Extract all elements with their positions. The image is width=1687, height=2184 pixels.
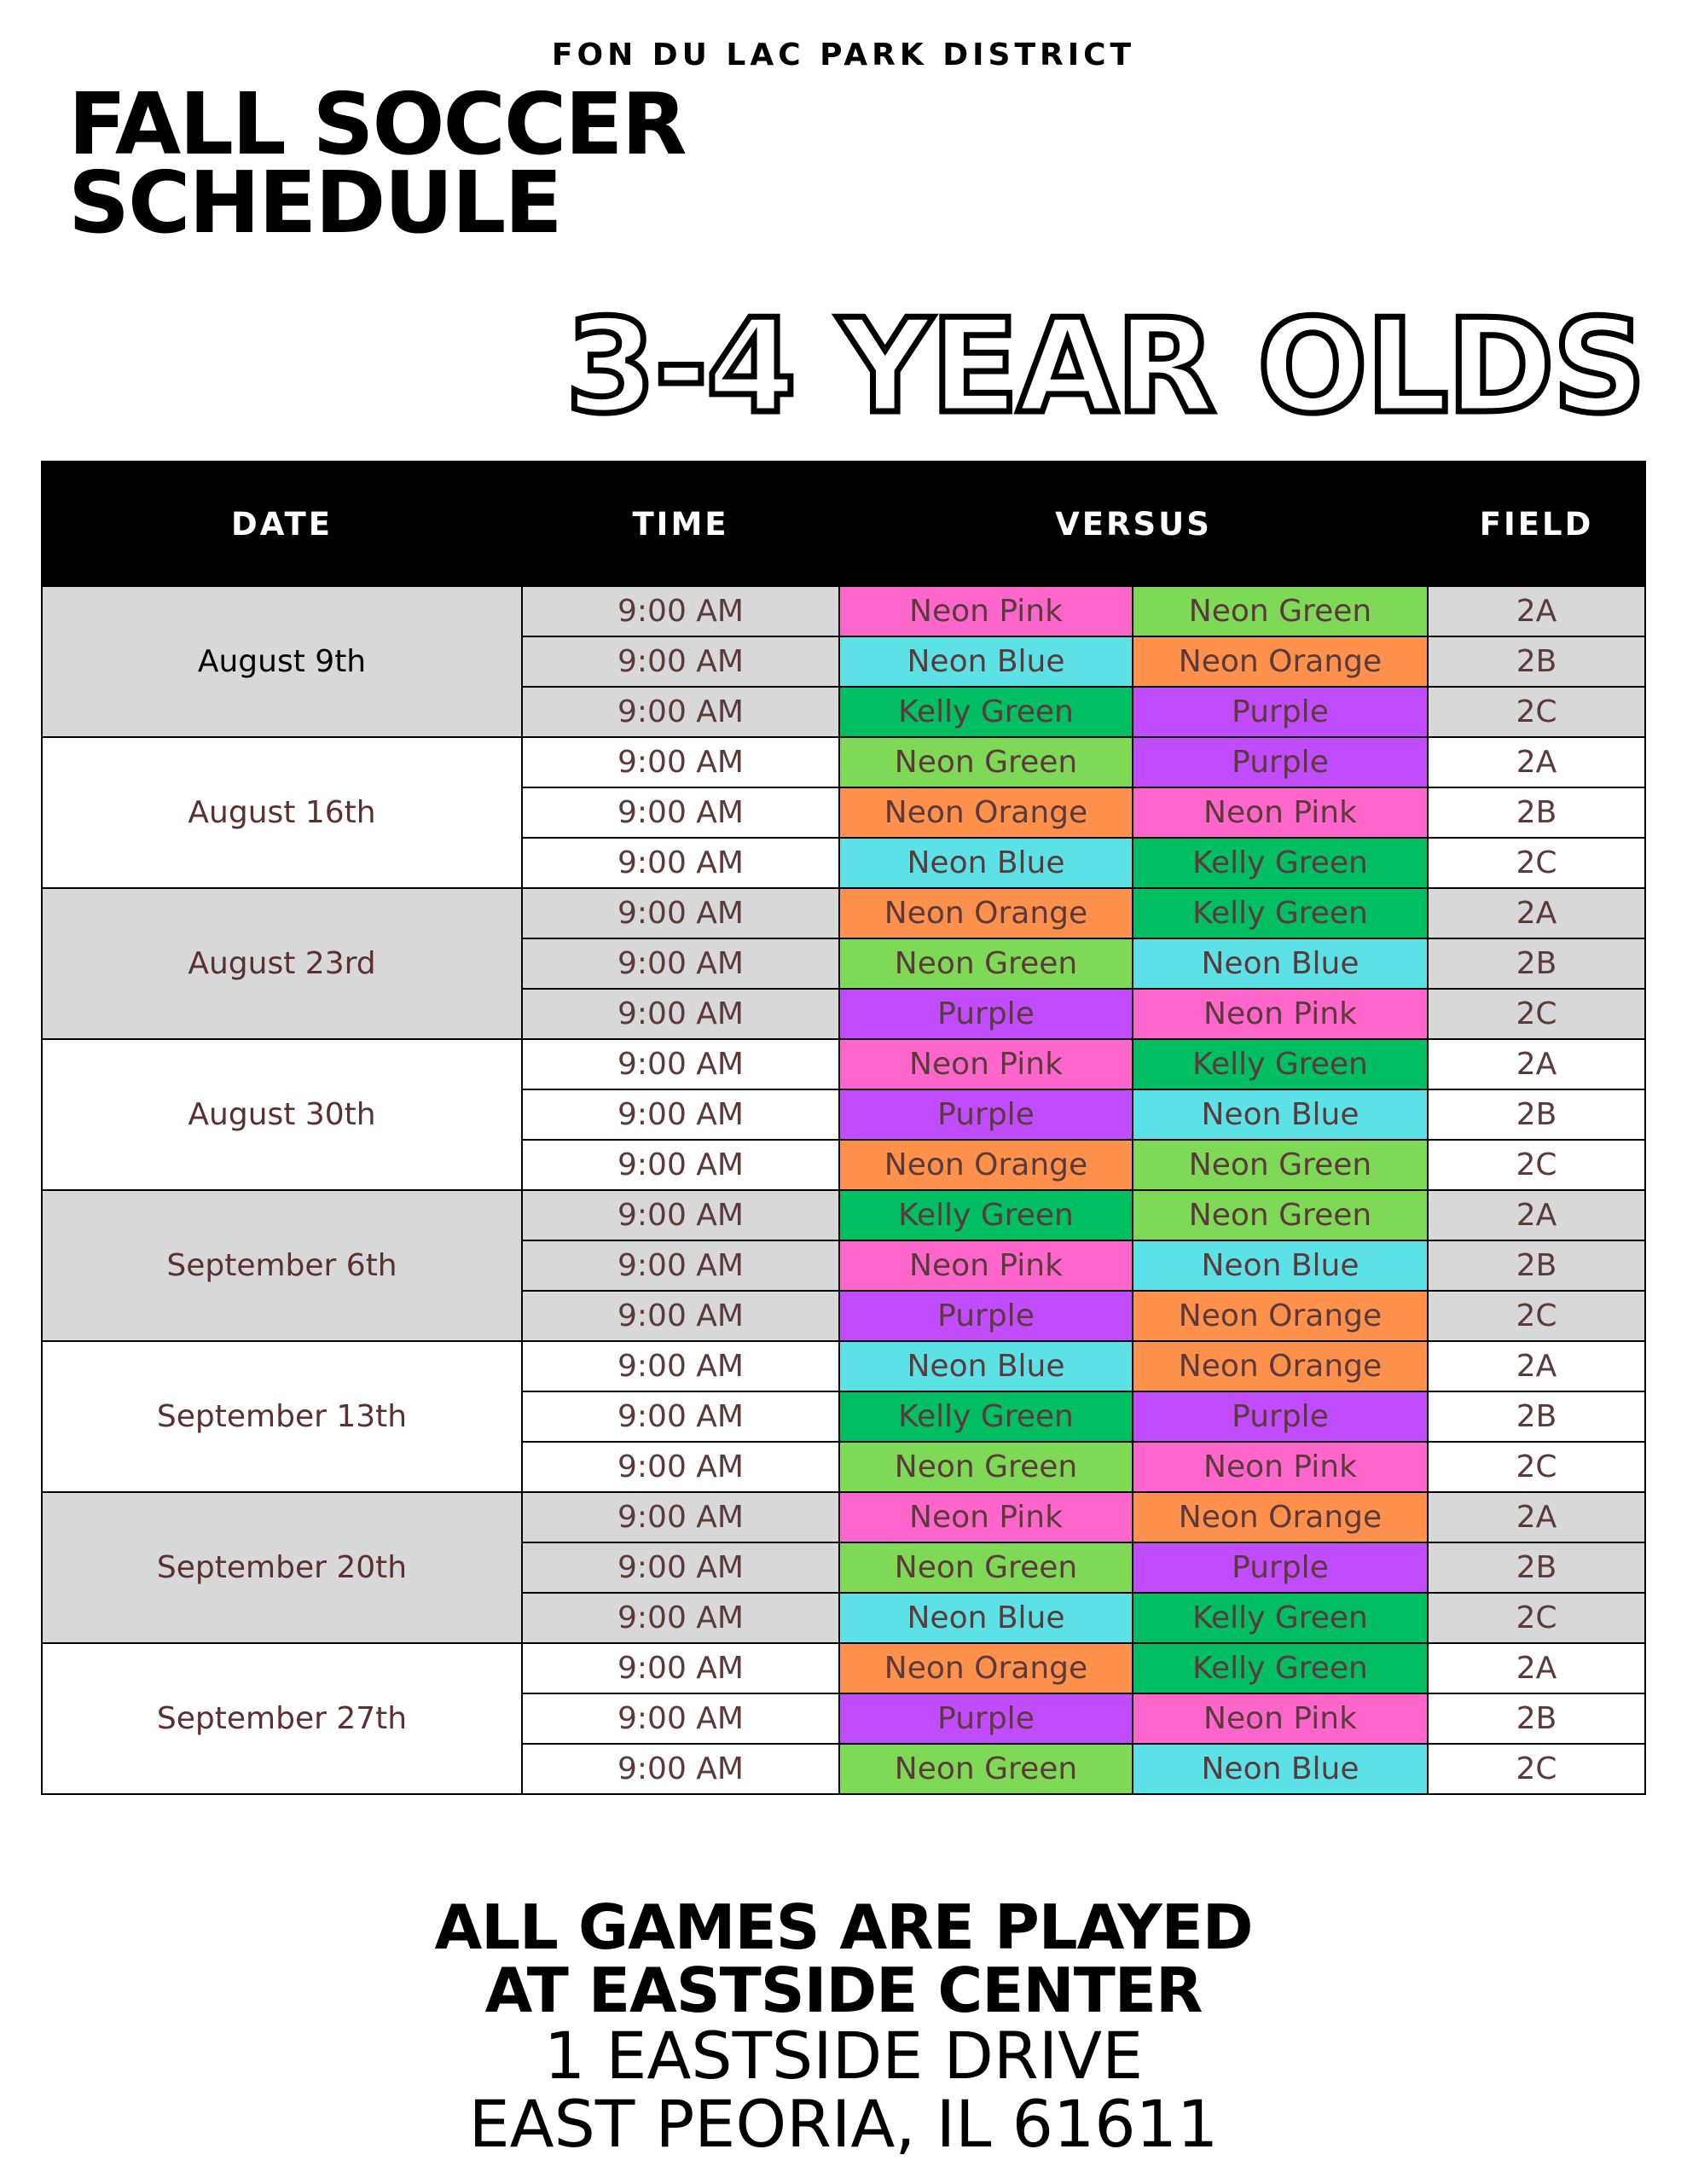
away-team-cell: Neon Orange xyxy=(1133,636,1428,687)
away-team-cell: Neon Green xyxy=(1133,586,1428,636)
home-team-cell: Kelly Green xyxy=(839,1190,1133,1240)
field-cell: 2C xyxy=(1428,989,1645,1039)
table-row xyxy=(42,888,1645,938)
date-cell: August 9th xyxy=(42,586,522,737)
home-team-cell: Neon Orange xyxy=(839,888,1133,938)
away-team-cell: Purple xyxy=(1133,1542,1428,1593)
time-cell: 9:00 AM xyxy=(522,938,839,989)
date-cell: August 23rd xyxy=(42,888,522,1039)
time-cell: 9:00 AM xyxy=(522,636,839,687)
footer-line-2: AT EASTSIDE CENTER xyxy=(484,1955,1203,2026)
date-cell: September 13th xyxy=(42,1341,522,1492)
schedule-body xyxy=(42,586,1645,1794)
away-team-cell: Neon Orange xyxy=(1133,1492,1428,1542)
field-cell: 2C xyxy=(1428,1442,1645,1492)
time-cell: 9:00 AM xyxy=(522,1643,839,1693)
away-team-cell: Kelly Green xyxy=(1133,838,1428,888)
away-team-cell: Neon Blue xyxy=(1133,938,1428,989)
date-cell: August 16th xyxy=(42,737,522,888)
away-team-cell: Purple xyxy=(1133,687,1428,737)
away-team-cell: Neon Orange xyxy=(1133,1341,1428,1391)
field-cell: 2B xyxy=(1428,1089,1645,1140)
away-team-cell: Neon Green xyxy=(1133,1140,1428,1190)
table-row xyxy=(42,1039,1645,1089)
time-cell: 9:00 AM xyxy=(522,1442,839,1492)
away-team-cell: Neon Orange xyxy=(1133,1291,1428,1341)
home-team-cell: Neon Blue xyxy=(839,636,1133,687)
time-cell: 9:00 AM xyxy=(522,1391,839,1442)
field-cell: 2C xyxy=(1428,1744,1645,1794)
date-cell: September 6th xyxy=(42,1190,522,1341)
age-group-heading: 3-4 YEAR OLDS xyxy=(565,291,1644,442)
away-team-cell: Neon Green xyxy=(1133,1190,1428,1240)
field-cell: 2C xyxy=(1428,1593,1645,1643)
home-team-cell: Neon Green xyxy=(839,737,1133,787)
home-team-cell: Neon Orange xyxy=(839,787,1133,838)
home-team-cell: Kelly Green xyxy=(839,687,1133,737)
footer-line-1: ALL GAMES ARE PLAYED xyxy=(434,1891,1253,1963)
home-team-cell: Neon Blue xyxy=(839,1593,1133,1643)
away-team-cell: Neon Pink xyxy=(1133,1442,1428,1492)
table-row xyxy=(42,1190,1645,1240)
time-cell: 9:00 AM xyxy=(522,1693,839,1744)
away-team-cell: Purple xyxy=(1133,737,1428,787)
date-cell: August 30th xyxy=(42,1039,522,1190)
away-team-cell: Neon Blue xyxy=(1133,1089,1428,1140)
home-team-cell: Neon Pink xyxy=(839,586,1133,636)
date-cell: September 27th xyxy=(42,1643,522,1794)
field-cell: 2B xyxy=(1428,1391,1645,1442)
time-cell: 9:00 AM xyxy=(522,787,839,838)
home-team-cell: Purple xyxy=(839,989,1133,1039)
table-row xyxy=(42,1341,1645,1391)
away-team-cell: Neon Pink xyxy=(1133,1693,1428,1744)
field-cell: 2A xyxy=(1428,737,1645,787)
home-team-cell: Neon Blue xyxy=(839,838,1133,888)
away-team-cell: Kelly Green xyxy=(1133,1593,1428,1643)
field-cell: 2A xyxy=(1428,1492,1645,1542)
field-cell: 2A xyxy=(1428,586,1645,636)
time-cell: 9:00 AM xyxy=(522,687,839,737)
home-team-cell: Neon Pink xyxy=(839,1039,1133,1089)
home-team-cell: Neon Orange xyxy=(839,1140,1133,1190)
home-team-cell: Purple xyxy=(839,1089,1133,1140)
column-header-time: TIME xyxy=(522,462,839,586)
field-cell: 2B xyxy=(1428,787,1645,838)
home-team-cell: Purple xyxy=(839,1693,1133,1744)
field-cell: 2A xyxy=(1428,1643,1645,1693)
home-team-cell: Neon Green xyxy=(839,1442,1133,1492)
column-header-versus: VERSUS xyxy=(839,462,1428,586)
schedule-table xyxy=(41,461,1646,1795)
time-cell: 9:00 AM xyxy=(522,1039,839,1089)
home-team-cell: Purple xyxy=(839,1291,1133,1341)
address-line-2: EAST PEORIA, IL 61611 xyxy=(468,2086,1219,2162)
home-team-cell: Neon Green xyxy=(839,938,1133,989)
home-team-cell: Neon Green xyxy=(839,1744,1133,1794)
footer xyxy=(0,1891,1687,2162)
field-cell: 2A xyxy=(1428,1190,1645,1240)
home-team-cell: Neon Green xyxy=(839,1542,1133,1593)
time-cell: 9:00 AM xyxy=(522,737,839,787)
table-row xyxy=(42,737,1645,787)
column-header-field: FIELD xyxy=(1428,462,1645,586)
away-team-cell: Neon Blue xyxy=(1133,1240,1428,1291)
field-cell: 2C xyxy=(1428,838,1645,888)
time-cell: 9:00 AM xyxy=(522,1291,839,1341)
time-cell: 9:00 AM xyxy=(522,1240,839,1291)
time-cell: 9:00 AM xyxy=(522,888,839,938)
time-cell: 9:00 AM xyxy=(522,989,839,1039)
page-title xyxy=(68,74,686,253)
title-line-1: FALL SOCCER xyxy=(68,74,686,174)
table-row xyxy=(42,1492,1645,1542)
address-line-1: 1 EASTSIDE DRIVE xyxy=(543,2018,1144,2094)
field-cell: 2B xyxy=(1428,938,1645,989)
field-cell: 2C xyxy=(1428,1140,1645,1190)
field-cell: 2C xyxy=(1428,1291,1645,1341)
date-cell: September 20th xyxy=(42,1492,522,1643)
field-cell: 2C xyxy=(1428,687,1645,737)
away-team-cell: Purple xyxy=(1133,1391,1428,1442)
time-cell: 9:00 AM xyxy=(522,1744,839,1794)
away-team-cell: Kelly Green xyxy=(1133,1643,1428,1693)
table-row xyxy=(42,586,1645,636)
field-cell: 2A xyxy=(1428,888,1645,938)
time-cell: 9:00 AM xyxy=(522,1140,839,1190)
title-line-2: SCHEDULE xyxy=(68,153,561,253)
home-team-cell: Neon Blue xyxy=(839,1341,1133,1391)
time-cell: 9:00 AM xyxy=(522,1492,839,1542)
time-cell: 9:00 AM xyxy=(522,1542,839,1593)
away-team-cell: Neon Pink xyxy=(1133,989,1428,1039)
home-team-cell: Kelly Green xyxy=(839,1391,1133,1442)
field-cell: 2B xyxy=(1428,636,1645,687)
away-team-cell: Kelly Green xyxy=(1133,1039,1428,1089)
home-team-cell: Neon Pink xyxy=(839,1492,1133,1542)
column-header-date: DATE xyxy=(42,462,522,586)
away-team-cell: Neon Blue xyxy=(1133,1744,1428,1794)
away-team-cell: Neon Pink xyxy=(1133,787,1428,838)
table-header-row xyxy=(42,462,1645,586)
time-cell: 9:00 AM xyxy=(522,586,839,636)
field-cell: 2B xyxy=(1428,1542,1645,1593)
table-row xyxy=(42,1643,1645,1693)
time-cell: 9:00 AM xyxy=(522,838,839,888)
time-cell: 9:00 AM xyxy=(522,1089,839,1140)
away-team-cell: Kelly Green xyxy=(1133,888,1428,938)
time-cell: 9:00 AM xyxy=(522,1190,839,1240)
field-cell: 2B xyxy=(1428,1693,1645,1744)
field-cell: 2A xyxy=(1428,1039,1645,1089)
time-cell: 9:00 AM xyxy=(522,1593,839,1643)
field-cell: 2B xyxy=(1428,1240,1645,1291)
home-team-cell: Neon Orange xyxy=(839,1643,1133,1693)
time-cell: 9:00 AM xyxy=(522,1341,839,1391)
field-cell: 2A xyxy=(1428,1341,1645,1391)
home-team-cell: Neon Pink xyxy=(839,1240,1133,1291)
organization-name: FON DU LAC PARK DISTRICT xyxy=(551,38,1136,73)
